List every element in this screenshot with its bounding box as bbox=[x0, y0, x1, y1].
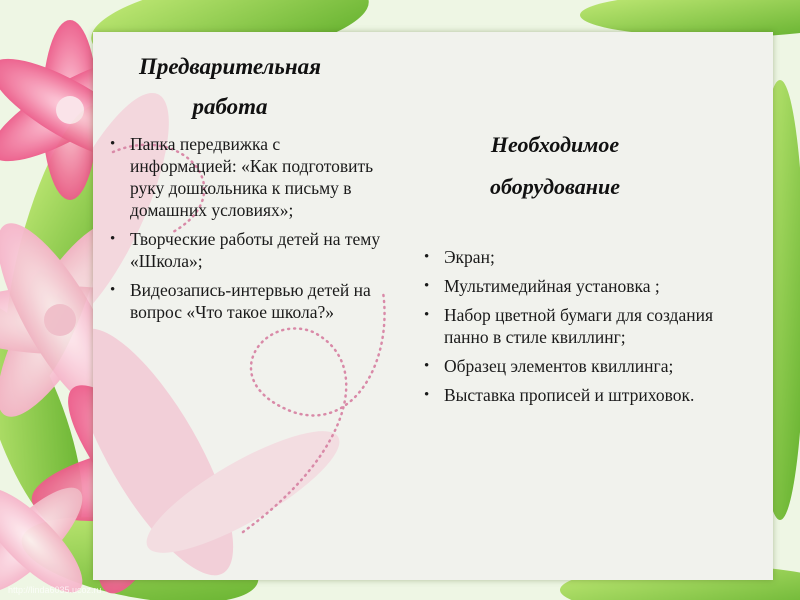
list-item bbox=[104, 228, 382, 272]
list-item-text: Набор цветной бумаги для создания панно в стиле квиллинг; bbox=[444, 305, 714, 347]
equipment-list bbox=[418, 246, 728, 413]
list-item-text: Видеозапись-интервью детей на вопрос «Что такое школа?» bbox=[130, 280, 371, 322]
right-title-line1: Необходимое bbox=[490, 132, 620, 157]
bullet-icon: • bbox=[110, 231, 116, 247]
right-column-title bbox=[430, 124, 680, 208]
right-title-line2: оборудование bbox=[490, 174, 620, 199]
left-title-line2: работа bbox=[192, 94, 268, 119]
bullet-icon: • bbox=[424, 358, 430, 374]
bullet-icon: • bbox=[424, 278, 430, 294]
bullet-icon: • bbox=[110, 136, 116, 152]
list-item bbox=[104, 279, 382, 323]
list-item bbox=[418, 304, 728, 348]
list-item-text: Мультимедийная установка ; bbox=[444, 276, 660, 296]
list-item bbox=[418, 384, 728, 406]
preliminary-work-list bbox=[104, 133, 382, 330]
source-credit: http://linda6035.ucoz.ru bbox=[8, 585, 102, 595]
list-item bbox=[418, 355, 728, 377]
list-item-text: Творческие работы детей на тему «Школа»; bbox=[130, 229, 381, 271]
bullet-icon: • bbox=[424, 249, 430, 265]
left-title-line1: Предварительная bbox=[138, 54, 321, 79]
bullet-icon: • bbox=[424, 307, 430, 323]
left-column-title bbox=[100, 47, 360, 127]
list-item-text: Образец элементов квиллинга; bbox=[444, 356, 674, 376]
bullet-icon: • bbox=[424, 387, 430, 403]
list-item-text: Папка передвижка с информацией: «Как подготовить руку дошкольника к письму в домашних условиях»; bbox=[130, 134, 374, 220]
list-item-text: Экран; bbox=[444, 247, 495, 267]
list-item-text: Выставка прописей и штриховок. bbox=[444, 385, 695, 405]
list-item bbox=[104, 133, 382, 221]
list-item bbox=[418, 275, 728, 297]
list-item bbox=[418, 246, 728, 268]
bullet-icon: • bbox=[110, 282, 116, 298]
